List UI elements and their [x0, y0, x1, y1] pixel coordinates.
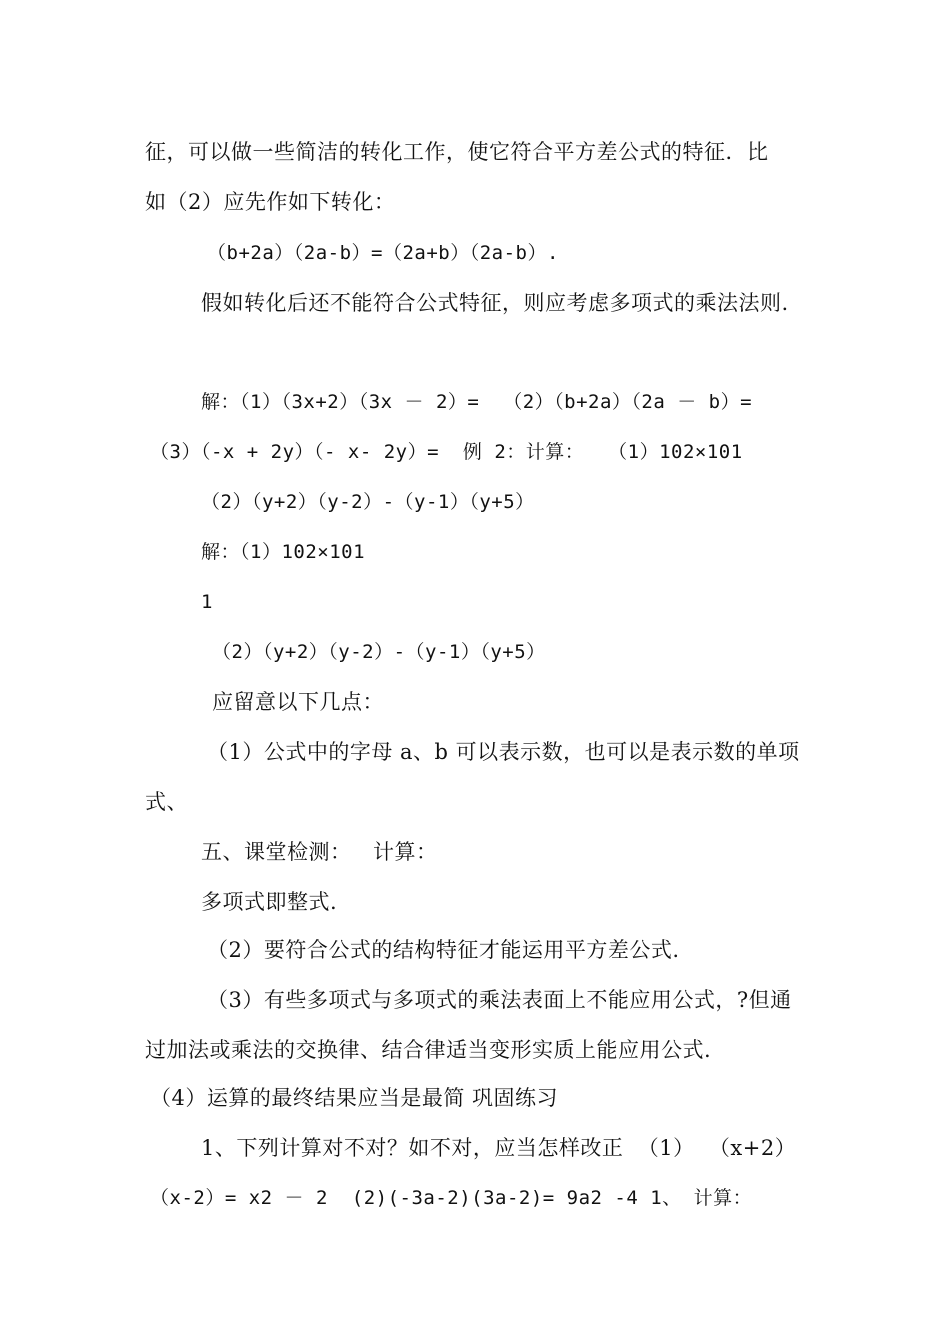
text-line: 假如转化后还不能符合公式特征，则应考虑多项式的乘法法则. — [201, 291, 789, 315]
formula-line: （2）（y+2）（y-2）-（y-1）（y+5） — [212, 641, 546, 663]
text-line: （1）公式中的字母 a、b 可以表示数，也可以是表示数的单项 — [207, 740, 800, 764]
exercise-line: （x-2）= x2 － 2 (2)(-3a-2)(3a-2)= 9a2 -4 1、 计算： — [150, 1187, 753, 1209]
exercise-line: 1、下列计算对不对？如不对，应当怎样改正 （1） （x+2） — [201, 1136, 797, 1160]
section-heading: 五、课堂检测： 计算： — [201, 840, 438, 864]
text-line: 1 — [201, 591, 213, 613]
formula-line: （b+2a）（2a-b）=（2a+b）（2a-b）. — [207, 242, 559, 264]
text-line: 如（2）应先作如下转化： — [145, 190, 396, 214]
solution-line: 解：（1）（3x+2）（3x － 2）= （2）（b+2a）（2a － b）= — [201, 391, 753, 413]
formula-line: （2）（y+2）（y-2）-（y-1）（y+5） — [201, 491, 535, 513]
text-line: （2）要符合公式的结构特征才能运用平方差公式. — [207, 938, 680, 962]
text-line: 过加法或乘法的交换律、结合律适当变形实质上能应用公式. — [145, 1038, 712, 1062]
example-line: （3）（-x + 2y）（- x- 2y）= 例 2：计算： （1）102×101 — [150, 441, 743, 463]
text-line: 式、 — [145, 790, 188, 814]
text-line: （4）运算的最终结果应当是最简 巩固练习 — [150, 1086, 559, 1110]
text-line: 多项式即整式. — [201, 890, 338, 914]
text-line: （3）有些多项式与多项式的乘法表面上不能应用公式，?但通 — [207, 988, 792, 1012]
text-line: 应留意以下几点： — [212, 690, 384, 714]
solution-line: 解：（1）102×101 — [201, 541, 366, 563]
text-line: 征，可以做一些简洁的转化工作，使它符合平方差公式的特征．比 — [145, 140, 769, 164]
